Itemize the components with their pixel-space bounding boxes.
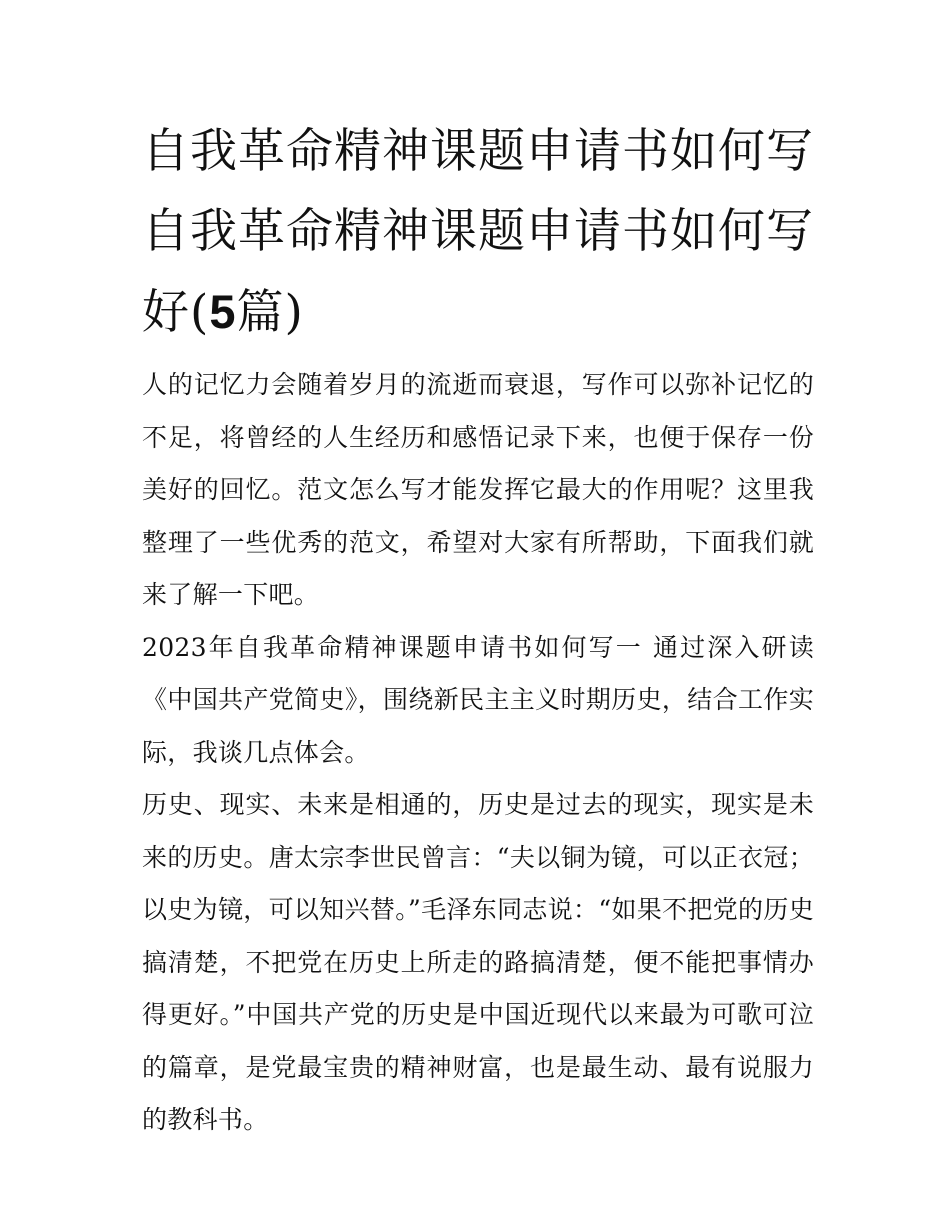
title-text: 自我革命精神课题申请书如何写 自我革命精神课题申请书如何写好( <box>142 124 814 340</box>
title-count: 5 <box>209 285 237 338</box>
document-page <box>142 112 814 1147</box>
title-suffix: 篇) <box>236 285 304 340</box>
intro-paragraph: 人的记忆力会随着岁月的流逝而衰退，写作可以弥补记忆的不足，将曾经的人生经历和感悟记录下来，也便于保存一份美好的回忆。范文怎么写才能发挥它最大的作用呢？这里我整理了一些优秀的范文，希望对大家有所帮助，下面我们就来了解一下吧。 <box>142 370 814 609</box>
document-title <box>142 112 814 353</box>
body-paragraph-2: 历史、现实、未来是相通的，历史是过去的现实，现实是未来的历史。唐太宗李世民曾言：“夫以铜为镜，可以正衣冠；以史为镜，可以知兴替。”毛泽东同志说：“如果不把党的历史搞清楚，不把党在历史上所走的路搞清楚，便不能把事情办得更好。”中国共产党的历史是中国近现代以来最为可歌可泣的篇章，是党最宝贵的精神财富，也是最生动、最有说服力的教科书。 <box>142 790 814 1134</box>
body-paragraph-1: 2023年自我革命精神课题申请书如何写一 通过深入研读《中国共产党简史》，围绕新民主主义时期历史，结合工作实际，我谈几点体会。 <box>142 632 814 767</box>
